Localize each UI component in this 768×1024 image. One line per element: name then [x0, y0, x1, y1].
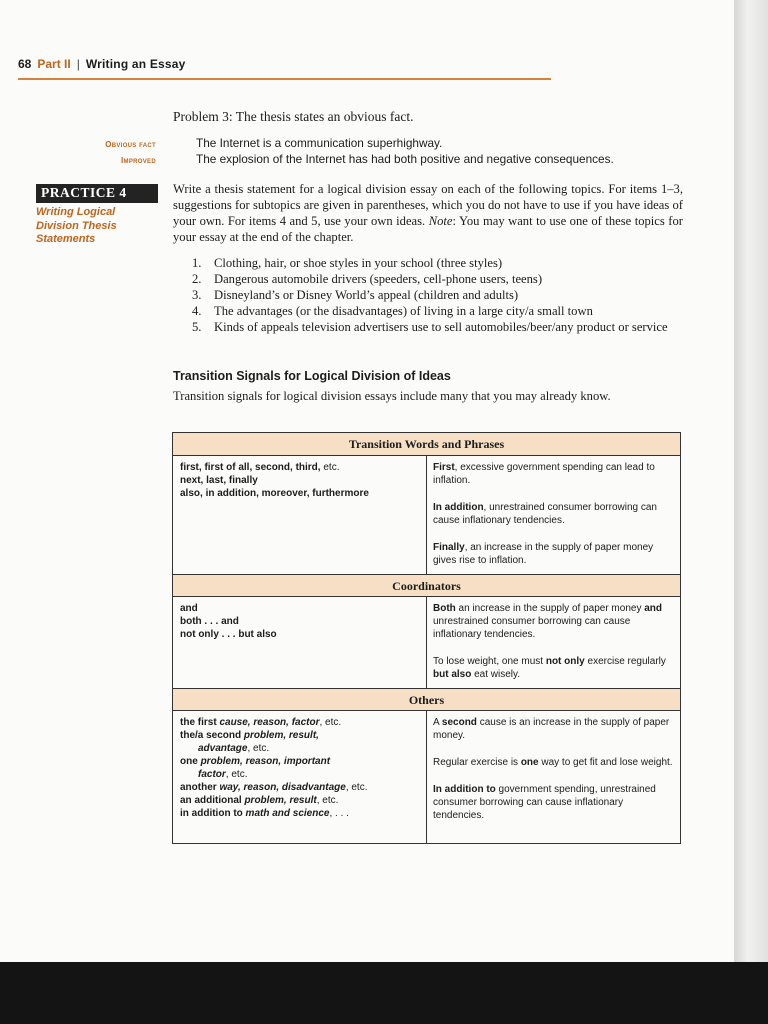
cell-line: an additional problem, result, etc. — [180, 795, 339, 806]
table-cell-left — [173, 456, 427, 574]
table-row — [173, 711, 680, 843]
table-cell-right — [427, 597, 680, 688]
table-header-coordinators: Coordinators — [173, 574, 680, 597]
table-header-others: Others — [173, 688, 680, 711]
example-sentence: Regular exercise is one way to get fit and lose weight. — [433, 757, 673, 768]
cell-line: not only . . . but also — [180, 629, 277, 640]
header-rule — [18, 78, 551, 80]
list-number: 5. — [192, 320, 202, 334]
obvious-fact-label: Obvious fact — [105, 140, 156, 149]
list-item — [192, 255, 682, 271]
chapter-title: Writing an Essay — [85, 57, 186, 71]
section-intro: Transition signals for logical division essays include many that you may already know. — [173, 389, 611, 403]
cell-line: next, last, finally — [180, 475, 258, 486]
table-cell-left — [173, 711, 427, 843]
cell-line: factor, etc. — [198, 769, 248, 780]
example-sentence: A second cause is an increase in the supply of paper money. — [433, 717, 670, 741]
example-sentence: To lose weight, one must not only exercise regularly but also eat wisely. — [433, 656, 666, 680]
problem-examples — [196, 135, 614, 167]
practice-badge: PRACTICE 4 — [36, 184, 158, 203]
problem-heading: Problem 3: The thesis states an obvious fact. — [173, 109, 414, 124]
cell-line: the/a second problem, result, — [180, 730, 319, 741]
part-label: Part II — [37, 57, 71, 71]
practice-subtitle: Writing Logical Division Thesis Statements — [36, 206, 117, 245]
cell-line: and — [180, 603, 198, 614]
transition-table — [172, 432, 681, 844]
list-number: 3. — [192, 288, 202, 302]
instructions-text: Write a thesis statement for a logical division essay on each of the following topics. For items 1–3, suggestions for subtopics are given in parentheses, which you do not have to use if you have ideas of your own. For items 4 and 5, use your own ideas. — [173, 182, 683, 228]
section-heading: Transition Signals for Logical Division of Ideas — [173, 369, 451, 383]
list-text: Clothing, hair, or shoe styles in your school (three styles) — [214, 256, 503, 270]
improved-label: Improved — [121, 156, 156, 165]
example-sentence: In addition to government spending, unrestrained consumer borrowing can cause inflationary tendencies. — [433, 784, 656, 821]
cell-line: both . . . and — [180, 616, 239, 627]
cell-line: the first cause, reason, factor, etc. — [180, 717, 342, 728]
topic-list — [192, 255, 682, 335]
table-cell-right — [427, 711, 680, 843]
table-row — [173, 456, 680, 574]
note-text: : You may want to use one of these topics for your essay at the end of the chapter. — [173, 214, 683, 244]
cell-line: advantage, etc. — [198, 743, 270, 754]
list-text: Disneyland’s or Disney World’s appeal (children and adults) — [214, 288, 519, 302]
example-sentence: Both an increase in the supply of paper money and unrestrained consumer borrowing can cause inflationary tendencies. — [433, 603, 663, 640]
cell-line: another way, reason, disadvantage, etc. — [180, 782, 368, 793]
table-cell-right — [427, 456, 680, 574]
page-gutter-shadow — [734, 0, 768, 962]
list-number: 1. — [192, 256, 202, 270]
cell-line: also, in addition, moreover, furthermore — [180, 488, 369, 499]
margin-labels — [70, 137, 156, 169]
improved-example: The explosion of the Internet has had both positive and negative consequences. — [196, 152, 614, 166]
list-number: 4. — [192, 304, 202, 318]
obvious-fact-example: The Internet is a communication superhighway. — [196, 136, 443, 150]
list-number: 2. — [192, 272, 202, 286]
list-item — [192, 303, 682, 319]
list-text: The advantages (or the disadvantages) of living in a large city/a small town — [214, 304, 593, 318]
table-cell-left — [173, 597, 427, 688]
cell-line: one problem, reason, important — [180, 756, 331, 767]
example-sentence: Finally, an increase in the supply of paper money gives rise to inflation. — [433, 542, 654, 566]
note-label: Note — [428, 214, 453, 228]
cell-line: first, first of all, second, third, etc. — [180, 462, 340, 473]
scan-bottom-edge — [0, 962, 768, 1024]
table-row — [173, 597, 680, 688]
list-item — [192, 287, 682, 303]
header-separator: | — [76, 57, 80, 71]
list-item — [192, 319, 682, 335]
page-number: 68 — [18, 57, 32, 71]
practice-instructions — [173, 181, 683, 245]
table-header-transitions: Transition Words and Phrases — [173, 433, 680, 456]
list-text: Dangerous automobile drivers (speeders, cell-phone users, teens) — [214, 272, 543, 286]
list-item — [192, 271, 682, 287]
example-sentence: First, excessive government spending can lead to inflation. — [433, 462, 655, 486]
running-head — [18, 57, 186, 71]
example-sentence: In addition, unrestrained consumer borrowing can cause inflationary tendencies. — [433, 502, 657, 526]
list-text: Kinds of appeals television advertisers use to sell automobiles/beer/any product or service — [214, 320, 668, 334]
cell-line: in addition to math and science, . . . — [180, 808, 349, 819]
